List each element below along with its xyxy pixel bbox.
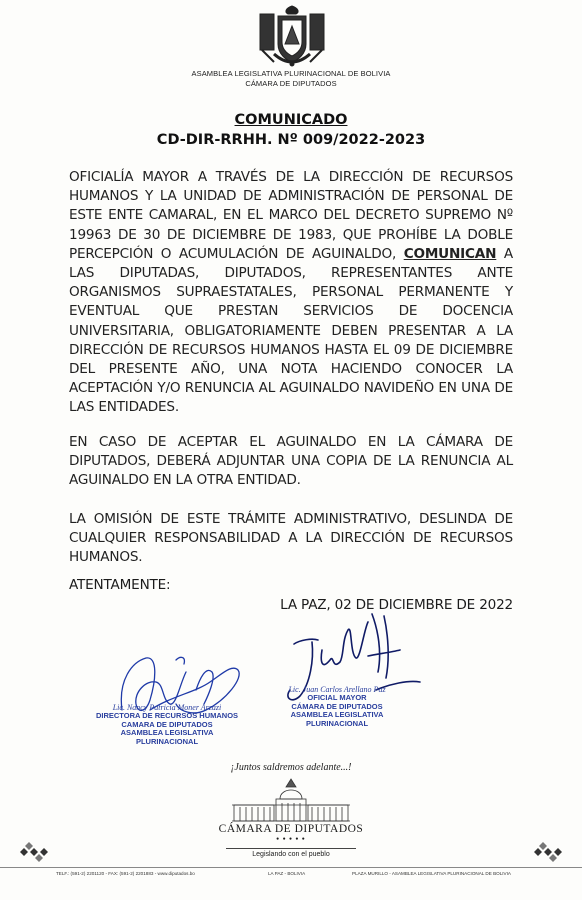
diamond-pattern-right-icon: [530, 842, 570, 862]
signer-right-name: Lic. Juan Carlos Arellano Paz: [288, 685, 386, 694]
stamp-left: [92, 704, 242, 746]
institution-line-2: CÁMARA DE DIPUTADOS: [245, 79, 337, 88]
paragraph-1-end: A LAS DIPUTADAS, DIPUTADOS, REPRESENTANTES ANTE ORGANISMOS SUPRAESTATALES, PERSONAL PERMANENTE Y EVENTUAL QUE PRESTAN SERVICIOS DE DOCENCIA UNIVERSITARIA, OBLIGATORIAMENTE DEBEN PRESENTAR A LA DIRECCIÓN DE RECURSOS HUMANOS HASTA EL 09 DE DICIEMBRE DEL PRESENTE AÑO, UNA NOTA HACIENDO CONOCER LA ACEPTACIÓN Y/O RENUNCIA AL AGUINALDO NAVIDEÑO EN UNA DE LAS ENTIDADES.: [69, 245, 513, 416]
signer-left-name: Lic. Nancy Patricia Moner Arzazi: [112, 703, 222, 712]
signer-right-role: OFICIAL MAYOR: [307, 693, 367, 703]
motto: ¡Juntos saldremos adelante...!: [230, 762, 352, 773]
document-reference: CD-DIR-RRHH. Nº 009/2022-2023: [156, 132, 426, 148]
paragraph-1-start: OFICIALÍA MAYOR A TRAVÉS DE LA DIRECCIÓN DE RECURSOS HUMANOS Y LA UNIDAD DE ADMINISTRACIÓN DE PERSONAL DE ESTE ENTE CAMARAL, EN EL MARCO DEL DECRETO SUPREMO Nº 19963 DE 30 DE DICIEMBRE DE 1983, QUE PROHÍBE LA DOBLE PERCEPCIÓN O ACUMULACIÓN DE AGUINALDO,: [69, 169, 513, 262]
place-date: LA PAZ, 02 DE DICIEMBRE DE 2022: [280, 597, 513, 613]
decorative-dots: ● ● ● ● ●: [276, 836, 306, 842]
signer-left-org2: ASAMBLEA LEGISLATIVA PLURINACIONAL: [120, 728, 214, 746]
stamp-right: [262, 686, 412, 728]
diamond-pattern-left-icon: [16, 842, 56, 862]
paragraph-2: EN CASO DE ACEPTAR EL AGUINALDO EN LA CÁMARA DE DIPUTADOS, DEBERÁ ADJUNTAR UNA COPIA DE LA RENUNCIA AL AGUINALDO EN LA OTRA ENTIDAD.: [69, 434, 513, 489]
signer-right-org1: CÁMARA DE DIPUTADOS: [291, 701, 383, 711]
divider: [226, 848, 356, 849]
footer-contact: TELF.: (591-2) 2201120 - FAX: (591-2) 2201883 - www.diputados.bo: [56, 871, 195, 876]
coat-of-arms-icon: [252, 4, 332, 68]
signer-right-org2: ASAMBLEA LEGISLATIVA PLURINACIONAL: [290, 710, 384, 728]
page-footer: [0, 867, 582, 880]
comunican-emphasis: COMUNICAN: [403, 245, 497, 262]
footer-city: LA PAZ - BOLIVIA: [268, 871, 306, 876]
handwritten-signatures: [0, 600, 582, 760]
institution-line-1: ASAMBLEA LEGISLATIVA PLURINACIONAL DE BOLIVIA: [191, 69, 391, 78]
salutation: ATENTAMENTE:: [69, 577, 171, 593]
document-heading: COMUNICADO: [234, 112, 348, 128]
legislative-building-icon: [230, 777, 352, 823]
paragraph-3: LA OMISIÓN DE ESTE TRÁMITE ADMINISTRATIVO, DESLINDA DE CUALQUIER RESPONSABILIDAD A LA DIRECCIÓN DE RECURSOS HUMANOS.: [69, 511, 513, 566]
paragraph-1: [69, 168, 513, 418]
chamber-name: CÁMARA DE DIPUTADOS: [218, 823, 364, 835]
footer-address: PLAZA MURILLO - ASAMBLEA LEGISLATIVA PLURINACIONAL DE BOLIVIA: [352, 871, 511, 876]
signer-left-role: DIRECTORA DE RECURSOS HUMANOS: [95, 711, 239, 721]
slogan: Legislando con el pueblo: [252, 851, 330, 858]
signer-left-org1: CAMARA DE DIPUTADOS: [121, 719, 213, 729]
